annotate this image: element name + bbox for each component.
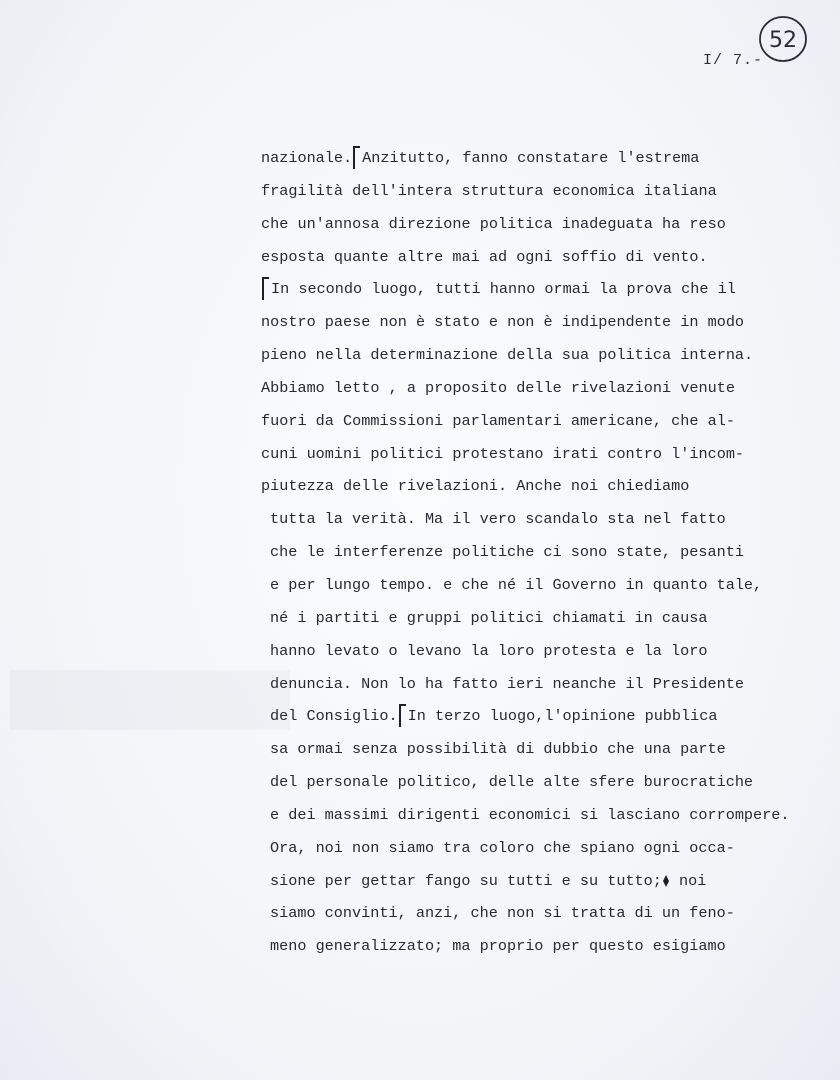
text-line: fuori da Commissioni parlamentari americane, che al- <box>261 411 735 430</box>
text-line: e dei massimi dirigenti economici si lasciano corrompere. <box>270 805 790 824</box>
text-fragment: noi <box>669 871 707 890</box>
text-fragment: tutti hanno ormai la prova che il <box>425 280 736 299</box>
text-fragment: nazionale. <box>261 149 353 168</box>
stamp-number: 52 <box>769 28 797 53</box>
text-line: né i partiti e gruppi politici chiamati in causa <box>270 608 708 627</box>
typed-body-text <box>261 145 831 966</box>
circle-stamp-icon <box>757 14 809 64</box>
text-line: pieno nella determinazione della sua politica interna. <box>261 346 754 365</box>
show-through-smudge <box>0 660 300 750</box>
text-line: fragilità dell'intera struttura economica italiana <box>261 181 717 200</box>
text-fragment: In secondo luogo, <box>271 280 426 299</box>
text-fragment: sione per gettar fango su tutti e su tutto; <box>270 871 662 890</box>
text-fragment: fanno constatare l'estrema <box>453 149 700 168</box>
text-fragment: del Consiglio. <box>270 707 398 726</box>
text-line: nostro paese non è stato e non è indipendente in modo <box>261 313 745 332</box>
text-line <box>261 868 831 901</box>
text-line: che le interferenze politiche ci sono state, pesanti <box>270 543 744 562</box>
text-line: esposta quante altre mai ad ogni soffio di vento. <box>261 247 708 266</box>
text-line: cuni uomini politici protestano irati contro l'incom- <box>261 444 745 463</box>
text-line: tutta la verità. Ma il vero scandalo sta nel fatto <box>270 510 726 529</box>
text-fragment: l'opinione pubblica <box>544 707 718 726</box>
page-reference: I/ 7.- <box>703 52 764 69</box>
paragraph-bracket-icon <box>261 276 271 302</box>
circled-page-number <box>757 14 809 64</box>
text-line: siamo convinti, anzi, che non si tratta di un feno- <box>270 904 735 923</box>
text-line: e per lungo tempo. e che né il Governo in quanto tale, <box>270 575 763 594</box>
text-fragment: Anzitutto, <box>362 149 454 168</box>
paragraph-bracket-icon <box>398 703 408 729</box>
text-line <box>261 145 831 178</box>
text-line: del personale politico, delle alte sfere burocratiche <box>270 773 754 792</box>
text-line: Abbiamo letto , a proposito delle rivelazioni venute <box>261 378 735 397</box>
text-fragment: In terzo luogo, <box>407 707 545 726</box>
paragraph-bracket-icon <box>352 145 362 171</box>
text-line: piutezza delle rivelazioni. Anche noi chiediamo <box>261 477 690 496</box>
ink-blot-icon <box>662 874 670 888</box>
text-line: denuncia. Non lo ha fatto ieri neanche il Presidente <box>270 674 744 693</box>
text-line <box>261 703 831 736</box>
text-line: Ora, noi non siamo tra coloro che spiano ogni occa- <box>270 838 735 857</box>
text-line: meno generalizzato; ma proprio per questo esigiamo <box>270 937 726 956</box>
text-line: che un'annosa direzione politica inadeguata ha reso <box>261 214 726 233</box>
text-line <box>261 276 831 309</box>
text-line: sa ormai senza possibilità di dubbio che una parte <box>270 740 726 759</box>
text-line: hanno levato o levano la loro protesta e la loro <box>270 641 708 660</box>
